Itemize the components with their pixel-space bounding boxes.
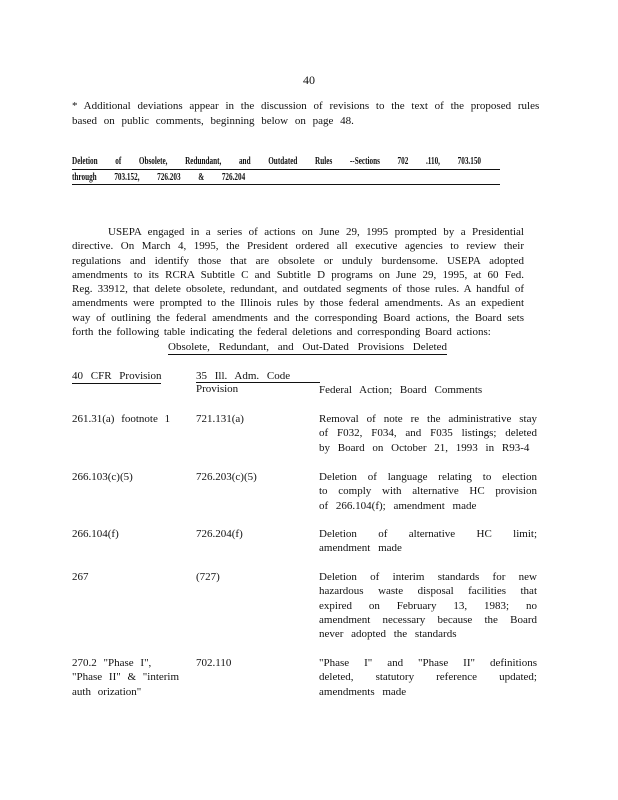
comment-cell: Deletion of alternative HC limit; amendment made: [319, 528, 537, 555]
col-header-comments: Federal Action; Board Comments: [319, 384, 483, 396]
heading-underline: [72, 184, 500, 185]
iac-cell: 702.110: [196, 657, 232, 669]
heading-underline: [72, 169, 500, 170]
comment-cell: Removal of note re the administrative stay of F032, F034, and F035 listings; deleted by Board on October 21, 1993 in R93-4: [319, 413, 537, 454]
comment-cell: Deletion of interim standards for new hazardous waste disposal facilities that expired on February 13, 1983; no amendment necessary because the Board never adopted the standards: [319, 571, 537, 641]
col-header-iac-line2: Provision: [196, 383, 239, 395]
comment-cell: "Phase I" and "Phase II" definitions deleted, statutory reference updated; amendments made: [319, 657, 537, 698]
comment-cell: Deletion of language relating to election to comply with alternative HC provision of 266.104(f); amendment made: [319, 471, 537, 512]
iac-cell: 726.204(f): [196, 528, 243, 540]
iac-cell: 726.203(c)(5): [196, 471, 257, 483]
iac-cell: 721.131(a): [196, 413, 244, 425]
iac-cell: (727): [196, 571, 220, 583]
footnote: * Additional deviations appear in the discussion of revisions to the text of the proposed rules based on public comments, beginning below on page 48.: [72, 100, 540, 127]
table-title: Obsolete, Redundant, and Out-Dated Provisions Deleted: [168, 341, 447, 353]
cfr-cell: 266.103(c)(5): [72, 471, 133, 483]
col-header-cfr: 40 CFR Provision: [72, 370, 162, 382]
cfr-cell: 270.2 "Phase I", "Phase II" & "interim auth orization": [72, 657, 180, 698]
cfr-cell: 267: [72, 571, 89, 583]
cfr-cell: 261.31(a) footnote 1: [72, 413, 171, 425]
col-header-iac-line1: 35 Ill. Adm. Code: [196, 370, 320, 383]
col-header-iac: [196, 370, 320, 396]
section-heading-line1: Deletion of Obsolete, Redundant, and Outdated Rules --Sections 702 .110, 703.150: [72, 156, 482, 167]
cfr-cell: 266.104(f): [72, 528, 119, 540]
page-number: 40: [303, 73, 315, 87]
section-heading-line2: through 703.152, 726.203 & 726.204: [72, 172, 246, 183]
body-paragraph: USEPA engaged in a series of actions on June 29, 1995 prompted by a Presidential directive. On March 4, 1995, the President ordered all executive agencies to review their regulations and identify those that are obsolete or unduly burdensome. USEPA adopted amendments to its RCRA Subtitle C and Subtitle D programs on June 29, 1995, at 60 Fed. Reg. 33912, that delete obsolete, redundant, and outdated segments of those rules. A handful of amendments were prompted to the Illinois rules by those federal amendments. As an expedient way of outlining the federal amendments and the corresponding Board actions, the Board sets forth the following table indicating the federal deletions and corresponding Board actions:: [72, 226, 524, 339]
